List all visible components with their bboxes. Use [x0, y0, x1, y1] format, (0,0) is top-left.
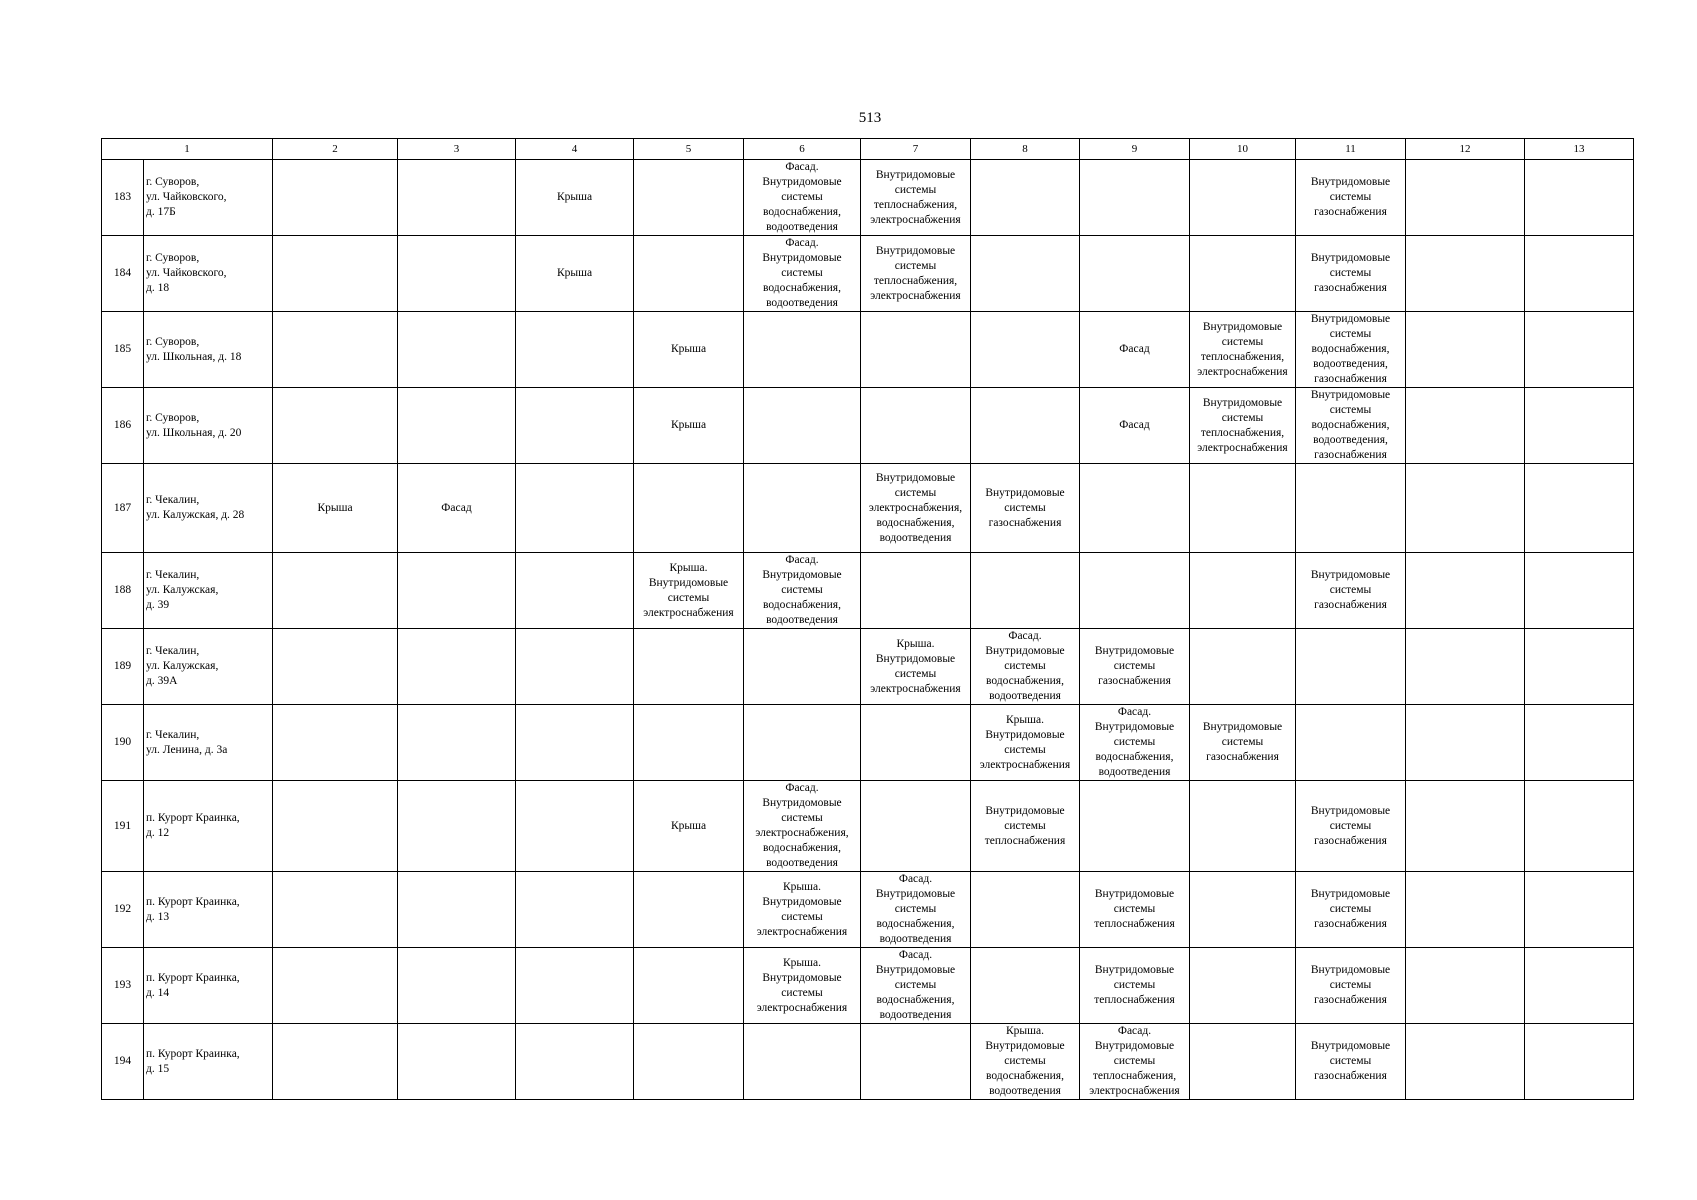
work-cell-col-2: Крыша: [273, 464, 398, 553]
work-cell-col-7: Внутридомовые системы электроснабжения, водоснабжения, водоотведения: [861, 464, 971, 553]
address-cell: г. Чекалин, ул. Ленина, д. 3а: [144, 705, 273, 781]
table-row: [102, 629, 1634, 705]
table-row: [102, 464, 1634, 553]
work-cell-col-7: Фасад. Внутридомовые системы водоснабжения, водоотведения: [861, 948, 971, 1024]
table-row: [102, 312, 1634, 388]
work-cell-col-3: [398, 553, 516, 629]
row-number: 183: [102, 160, 144, 236]
work-cell-col-5: [634, 464, 744, 553]
address-cell: п. Курорт Краинка, д. 13: [144, 872, 273, 948]
work-cell-col-9: [1080, 464, 1190, 553]
page-number: 513: [858, 110, 882, 126]
address-cell: п. Курорт Краинка, д. 15: [144, 1024, 273, 1100]
work-cell-col-2: [273, 629, 398, 705]
work-cell-col-3: [398, 1024, 516, 1100]
work-cell-col-13: [1525, 872, 1634, 948]
work-cell-col-11: Внутридомовые системы газоснабжения: [1296, 781, 1406, 872]
work-cell-col-12: [1406, 872, 1525, 948]
row-number: 186: [102, 388, 144, 464]
work-cell-col-12: [1406, 236, 1525, 312]
work-cell-col-4: [516, 948, 634, 1024]
work-cell-col-8: Крыша. Внутридомовые системы электроснабжения: [971, 705, 1080, 781]
work-cell-col-6: Фасад. Внутридомовые системы электроснабжения, водоснабжения, водоотведения: [744, 781, 861, 872]
work-cell-col-11: Внутридомовые системы газоснабжения: [1296, 1024, 1406, 1100]
work-cell-col-5: [634, 948, 744, 1024]
work-cell-col-8: Фасад. Внутридомовые системы водоснабжения, водоотведения: [971, 629, 1080, 705]
work-cell-col-13: [1525, 160, 1634, 236]
work-cell-col-4: Крыша: [516, 160, 634, 236]
table-row: [102, 781, 1634, 872]
work-cell-col-3: [398, 781, 516, 872]
table-row: [102, 236, 1634, 312]
work-cell-col-3: [398, 629, 516, 705]
work-cell-col-2: [273, 553, 398, 629]
repair-schedule-table: [101, 138, 1634, 1100]
work-cell-col-7: [861, 781, 971, 872]
work-cell-col-6: [744, 1024, 861, 1100]
table-row: [102, 388, 1634, 464]
work-cell-col-7: [861, 388, 971, 464]
work-cell-col-11: [1296, 629, 1406, 705]
work-cell-col-12: [1406, 553, 1525, 629]
work-cell-col-6: [744, 464, 861, 553]
work-cell-col-10: [1190, 629, 1296, 705]
work-cell-col-8: [971, 388, 1080, 464]
work-cell-col-10: [1190, 948, 1296, 1024]
work-cell-col-9: Внутридомовые системы теплоснабжения: [1080, 872, 1190, 948]
work-cell-col-3: [398, 872, 516, 948]
work-cell-col-5: [634, 236, 744, 312]
address-cell: г. Суворов, ул. Чайковского, д. 18: [144, 236, 273, 312]
work-cell-col-10: [1190, 160, 1296, 236]
work-cell-col-3: [398, 160, 516, 236]
work-cell-col-11: [1296, 705, 1406, 781]
work-cell-col-2: [273, 312, 398, 388]
column-number-3: 3: [398, 139, 516, 160]
work-cell-col-10: [1190, 236, 1296, 312]
work-cell-col-2: [273, 781, 398, 872]
work-cell-col-7: [861, 553, 971, 629]
work-cell-col-6: Крыша. Внутридомовые системы электроснабжения: [744, 872, 861, 948]
work-cell-col-11: Внутридомовые системы газоснабжения: [1296, 160, 1406, 236]
work-cell-col-7: Внутридомовые системы теплоснабжения, электроснабжения: [861, 160, 971, 236]
work-cell-col-10: Внутридомовые системы теплоснабжения, электроснабжения: [1190, 312, 1296, 388]
work-cell-col-10: [1190, 872, 1296, 948]
work-cell-col-4: [516, 388, 634, 464]
work-cell-col-6: Крыша. Внутридомовые системы электроснабжения: [744, 948, 861, 1024]
work-cell-col-6: [744, 388, 861, 464]
work-cell-col-12: [1406, 160, 1525, 236]
work-cell-col-13: [1525, 1024, 1634, 1100]
column-number-8: 8: [971, 139, 1080, 160]
work-cell-col-3: [398, 312, 516, 388]
work-cell-col-12: [1406, 705, 1525, 781]
work-cell-col-4: [516, 629, 634, 705]
column-number-10: 10: [1190, 139, 1296, 160]
work-cell-col-12: [1406, 464, 1525, 553]
row-number: 189: [102, 629, 144, 705]
work-cell-col-11: Внутридомовые системы водоснабжения, водоотведения, газоснабжения: [1296, 388, 1406, 464]
work-cell-col-5: Крыша: [634, 781, 744, 872]
work-cell-col-11: Внутридомовые системы водоснабжения, водоотведения, газоснабжения: [1296, 312, 1406, 388]
work-cell-col-7: Фасад. Внутридомовые системы водоснабжения, водоотведения: [861, 872, 971, 948]
work-cell-col-11: Внутридомовые системы газоснабжения: [1296, 553, 1406, 629]
work-cell-col-12: [1406, 1024, 1525, 1100]
work-cell-col-10: Внутридомовые системы газоснабжения: [1190, 705, 1296, 781]
work-cell-col-7: [861, 1024, 971, 1100]
table-body: [102, 139, 1634, 1100]
work-cell-col-2: [273, 948, 398, 1024]
work-cell-col-7: Крыша. Внутридомовые системы электроснабжения: [861, 629, 971, 705]
address-cell: г. Чекалин, ул. Калужская, д. 39: [144, 553, 273, 629]
row-number: 191: [102, 781, 144, 872]
column-number-6: 6: [744, 139, 861, 160]
work-cell-col-11: [1296, 464, 1406, 553]
work-cell-col-12: [1406, 388, 1525, 464]
work-cell-col-2: [273, 872, 398, 948]
work-cell-col-2: [273, 705, 398, 781]
work-cell-col-9: Внутридомовые системы теплоснабжения: [1080, 948, 1190, 1024]
work-cell-col-10: [1190, 553, 1296, 629]
work-cell-col-5: [634, 160, 744, 236]
work-cell-col-8: [971, 948, 1080, 1024]
work-cell-col-3: Фасад: [398, 464, 516, 553]
row-number: 194: [102, 1024, 144, 1100]
table-row: [102, 1024, 1634, 1100]
work-cell-col-6: [744, 312, 861, 388]
work-cell-col-8: [971, 872, 1080, 948]
work-cell-col-4: [516, 312, 634, 388]
table-row: [102, 948, 1634, 1024]
work-cell-col-13: [1525, 629, 1634, 705]
column-number-9: 9: [1080, 139, 1190, 160]
work-cell-col-4: [516, 1024, 634, 1100]
work-cell-col-9: Внутридомовые системы газоснабжения: [1080, 629, 1190, 705]
work-cell-col-9: Фасад: [1080, 388, 1190, 464]
address-cell: г. Суворов, ул. Школьная, д. 18: [144, 312, 273, 388]
address-cell: г. Суворов, ул. Школьная, д. 20: [144, 388, 273, 464]
work-cell-col-9: [1080, 553, 1190, 629]
work-cell-col-5: Крыша: [634, 388, 744, 464]
work-cell-col-13: [1525, 553, 1634, 629]
work-cell-col-13: [1525, 312, 1634, 388]
column-number-7: 7: [861, 139, 971, 160]
table-row: [102, 160, 1634, 236]
work-cell-col-11: Внутридомовые системы газоснабжения: [1296, 236, 1406, 312]
work-cell-col-8: Внутридомовые системы газоснабжения: [971, 464, 1080, 553]
work-cell-col-9: Фасад. Внутридомовые системы водоснабжения, водоотведения: [1080, 705, 1190, 781]
work-cell-col-2: [273, 1024, 398, 1100]
work-cell-col-12: [1406, 629, 1525, 705]
work-cell-col-2: [273, 388, 398, 464]
work-cell-col-13: [1525, 464, 1634, 553]
work-cell-col-8: Внутридомовые системы теплоснабжения: [971, 781, 1080, 872]
work-cell-col-12: [1406, 781, 1525, 872]
work-cell-col-13: [1525, 781, 1634, 872]
work-cell-col-3: [398, 388, 516, 464]
address-cell: г. Чекалин, ул. Калужская, д. 28: [144, 464, 273, 553]
work-cell-col-10: Внутридомовые системы теплоснабжения, электроснабжения: [1190, 388, 1296, 464]
work-cell-col-8: [971, 553, 1080, 629]
work-cell-col-9: [1080, 236, 1190, 312]
work-cell-col-13: [1525, 948, 1634, 1024]
work-cell-col-5: [634, 705, 744, 781]
work-cell-col-9: [1080, 781, 1190, 872]
address-cell: п. Курорт Краинка, д. 12: [144, 781, 273, 872]
work-cell-col-7: [861, 705, 971, 781]
work-cell-col-8: [971, 312, 1080, 388]
work-cell-col-5: Крыша: [634, 312, 744, 388]
column-number-13: 13: [1525, 139, 1634, 160]
work-cell-col-13: [1525, 388, 1634, 464]
work-cell-col-7: Внутридомовые системы теплоснабжения, электроснабжения: [861, 236, 971, 312]
work-cell-col-11: Внутридомовые системы газоснабжения: [1296, 948, 1406, 1024]
work-cell-col-10: [1190, 464, 1296, 553]
table-row: [102, 553, 1634, 629]
row-number: 193: [102, 948, 144, 1024]
column-number-11: 11: [1296, 139, 1406, 160]
column-number-1: 1: [102, 139, 273, 160]
row-number: 187: [102, 464, 144, 553]
work-cell-col-11: Внутридомовые системы газоснабжения: [1296, 872, 1406, 948]
work-cell-col-7: [861, 312, 971, 388]
work-cell-col-4: Крыша: [516, 236, 634, 312]
row-number: 184: [102, 236, 144, 312]
work-cell-col-8: Крыша. Внутридомовые системы водоснабжения, водоотведения: [971, 1024, 1080, 1100]
address-cell: п. Курорт Краинка, д. 14: [144, 948, 273, 1024]
work-cell-col-4: [516, 705, 634, 781]
work-cell-col-3: [398, 236, 516, 312]
work-cell-col-3: [398, 705, 516, 781]
column-number-2: 2: [273, 139, 398, 160]
work-cell-col-9: Фасад: [1080, 312, 1190, 388]
column-number-4: 4: [516, 139, 634, 160]
column-number-row: [102, 139, 1634, 160]
work-cell-col-6: Фасад. Внутридомовые системы водоснабжения, водоотведения: [744, 553, 861, 629]
work-cell-col-2: [273, 236, 398, 312]
work-cell-col-3: [398, 948, 516, 1024]
work-cell-col-6: [744, 705, 861, 781]
work-cell-col-5: Крыша. Внутридомовые системы электроснабжения: [634, 553, 744, 629]
table-row: [102, 872, 1634, 948]
work-cell-col-12: [1406, 312, 1525, 388]
row-number: 188: [102, 553, 144, 629]
work-cell-col-4: [516, 464, 634, 553]
column-number-5: 5: [634, 139, 744, 160]
work-cell-col-5: [634, 1024, 744, 1100]
work-cell-col-4: [516, 781, 634, 872]
work-cell-col-8: [971, 160, 1080, 236]
work-cell-col-2: [273, 160, 398, 236]
work-cell-col-10: [1190, 1024, 1296, 1100]
work-cell-col-4: [516, 872, 634, 948]
row-number: 192: [102, 872, 144, 948]
table-row: [102, 705, 1634, 781]
work-cell-col-13: [1525, 705, 1634, 781]
work-cell-col-5: [634, 872, 744, 948]
column-number-12: 12: [1406, 139, 1525, 160]
work-cell-col-8: [971, 236, 1080, 312]
address-cell: г. Суворов, ул. Чайковского, д. 17Б: [144, 160, 273, 236]
address-cell: г. Чекалин, ул. Калужская, д. 39А: [144, 629, 273, 705]
work-cell-col-6: [744, 629, 861, 705]
work-cell-col-13: [1525, 236, 1634, 312]
work-cell-col-9: Фасад. Внутридомовые системы теплоснабжения, электроснабжения: [1080, 1024, 1190, 1100]
work-cell-col-9: [1080, 160, 1190, 236]
work-cell-col-12: [1406, 948, 1525, 1024]
work-cell-col-6: Фасад. Внутридомовые системы водоснабжения, водоотведения: [744, 160, 861, 236]
row-number: 190: [102, 705, 144, 781]
work-cell-col-6: Фасад. Внутридомовые системы водоснабжения, водоотведения: [744, 236, 861, 312]
row-number: 185: [102, 312, 144, 388]
work-cell-col-4: [516, 553, 634, 629]
work-cell-col-10: [1190, 781, 1296, 872]
work-cell-col-5: [634, 629, 744, 705]
